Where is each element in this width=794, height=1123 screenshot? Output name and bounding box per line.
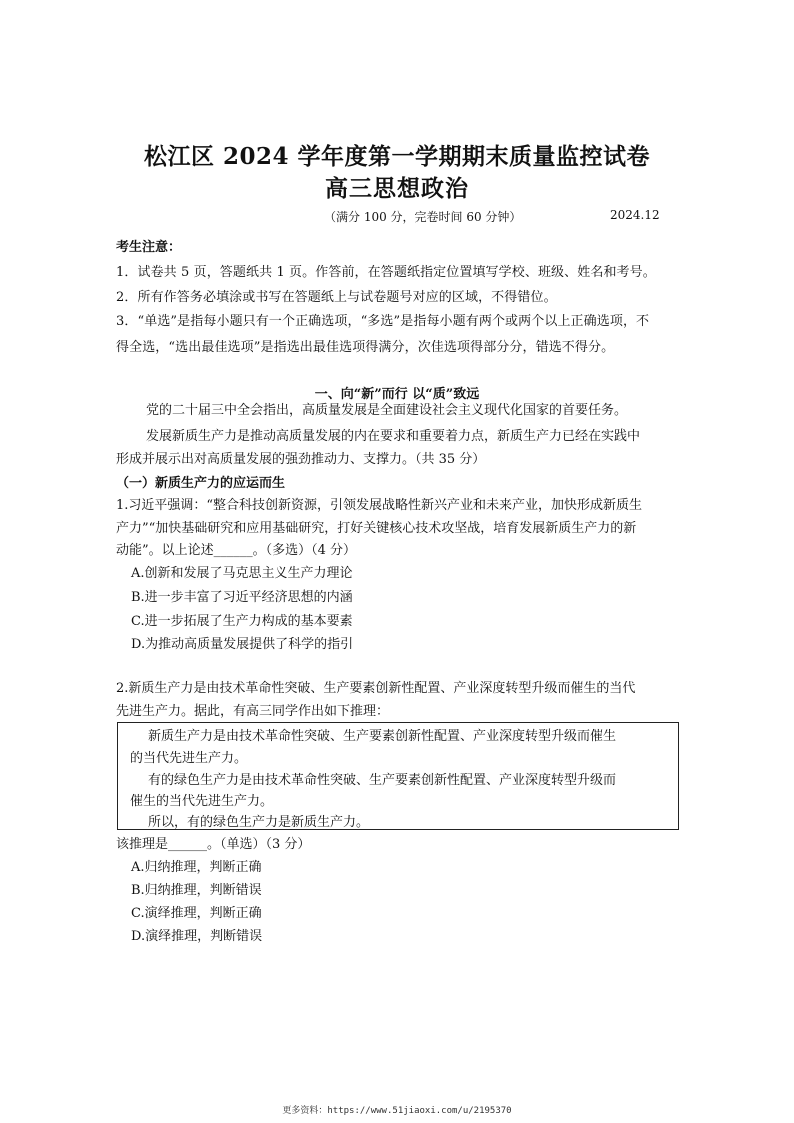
question-2-stem: 2.新质生产力是由技术革命性突破、生产要素创新性配置、产业深度转型升级而催生的当代 — [116, 681, 636, 696]
question-2-option-b: B.归纳推理，判断错误 — [131, 883, 262, 898]
question-1-option-a: A.创新和发展了马克思主义生产力理论 — [131, 566, 353, 581]
exam-info: （满分 100 分，完卷时间 60 分钟） — [324, 210, 522, 224]
notice-heading: 考生注意： — [116, 240, 182, 255]
question-1-option-b: B.进一步丰富了习近平经济思想的内涵 — [131, 590, 353, 605]
question-1-stem: 产力”“加快基础研究和应用基础研究，打好关键核心技术攻坚战，培育发展新质生产力的新 — [116, 521, 637, 536]
notice-item: 1．试卷共 5 页，答题纸共 1 页。作答前，在答题纸指定位置填写学校、班级、姓名和考号。 — [116, 265, 656, 280]
reasoning-premise: 有的绿色生产力是由技术革命性突破、生产要素创新性配置、产业深度转型升级而 — [148, 773, 617, 788]
reasoning-premise-continuation: 催生的当代先进生产力。 — [130, 794, 274, 809]
section-title: 一、向“新”而行 以“质”致远 — [314, 387, 480, 402]
reasoning-conclusion: 所以，有的绿色生产力是新质生产力。 — [148, 815, 370, 830]
reasoning-box — [117, 722, 679, 830]
section-intro-paragraph: 发展新质生产力是推动高质量发展的内在要求和重要着力点，新质生产力已经在实践中 — [146, 429, 641, 444]
subsection-title: （一）新质生产力的应运而生 — [116, 476, 286, 491]
question-1-stem: 1.习近平强调：“整合科技创新资源，引领发展战略性新兴产业和未来产业，加快形成新质生 — [116, 498, 643, 513]
footer-resource-link[interactable]: 更多资料：https://www.51jiaoxi.com/u/2195370 — [282, 1106, 512, 1116]
reasoning-premise-continuation: 的当代先进生产力。 — [130, 751, 248, 766]
notice-item: 3．“单选”是指每小题只有一个正确选项，“多选”是指每小题有两个或两个以上正确选项，不 — [116, 314, 650, 329]
question-1-option-c: C.进一步拓展了生产力构成的基本要素 — [131, 614, 353, 629]
notice-item-continuation: 得全选，“选出最佳选项”是指选出最佳选项得满分，次佳选项得部分分，错选不得分。 — [116, 340, 615, 355]
document-subject-title: 高三思想政治 — [325, 175, 469, 202]
reasoning-premise: 新质生产力是由技术革命性突破、生产要素创新性配置、产业深度转型升级而催生 — [148, 729, 617, 744]
question-2-stem: 先进生产力。据此，有高三同学作出如下推理： — [116, 704, 390, 719]
notice-item: 2．所有作答务必填涂或书写在答题纸上与试卷题号对应的区域，不得错位。 — [116, 290, 557, 305]
question-2-option-a: A.归纳推理，判断正确 — [131, 860, 262, 875]
question-1-option-d: D.为推动高质量发展提供了科学的指引 — [131, 637, 354, 652]
document-title: 松江区 2024 学年度第一学期期末质量监控试卷 — [143, 143, 651, 170]
question-2-prompt: 该推理是______。（单选）（3 分） — [116, 837, 311, 852]
question-1-stem: 动能”。以上论述______。（多选）（4 分） — [116, 543, 357, 558]
exam-date: 2024.12 — [610, 208, 660, 222]
question-2-option-d: D.演绎推理，判断错误 — [131, 929, 263, 944]
section-intro-paragraph: 党的二十届三中全会指出，高质量发展是全面建设社会主义现代化国家的首要任务。 — [146, 403, 628, 418]
question-2-option-c: C.演绎推理，判断正确 — [131, 906, 262, 921]
section-intro-paragraph-continuation: 形成并展示出对高质量发展的强劲推动力、支撑力。（共 35 分） — [116, 452, 486, 467]
